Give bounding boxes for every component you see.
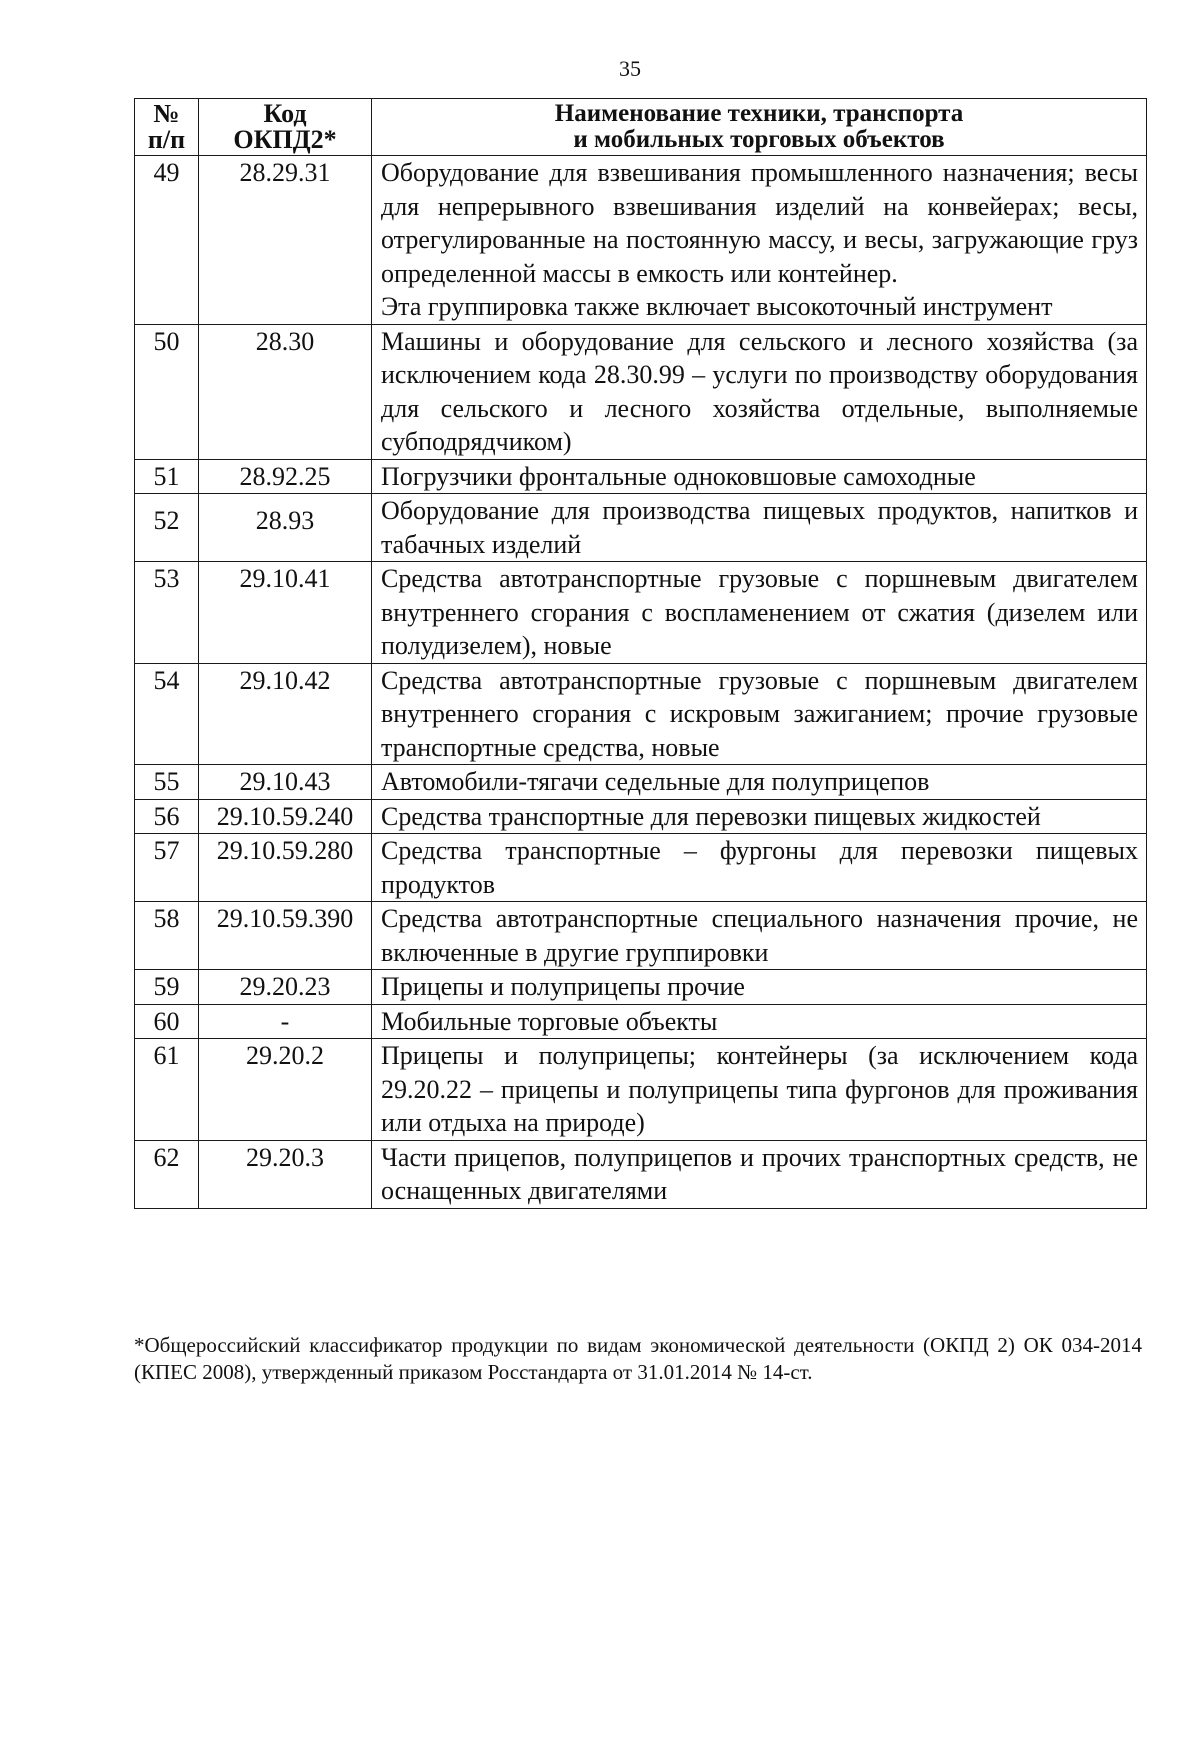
row-name (372, 834, 1147, 902)
header-number: № п/п (135, 99, 199, 156)
row-name (372, 970, 1147, 1005)
row-number: 54 (135, 663, 199, 765)
footnote: *Общероссийский классификатор продукции по видам экономической деятельности (ОКПД 2) ОК 034-2014 (КПЕС 2008), утвержденный приказом Росстандарта от 31.01.2014 № 14-ст. (134, 1333, 1142, 1384)
row-code: 29.10.42 (199, 663, 372, 765)
row-code: 28.30 (199, 324, 372, 459)
table-row (135, 834, 1147, 902)
row-name (372, 1140, 1147, 1208)
row-name (372, 459, 1147, 494)
header-name-line2: и мобильных торговых объектов (573, 126, 945, 153)
row-name-paragraph: Эта группировка также включает высокоточный инструмент (381, 292, 1053, 321)
row-number: 61 (135, 1039, 199, 1141)
table-row (135, 156, 1147, 325)
row-number: 51 (135, 459, 199, 494)
row-code: 29.20.23 (199, 970, 372, 1005)
row-code: 28.93 (199, 494, 372, 562)
row-code: - (199, 1004, 372, 1039)
row-number: 49 (135, 156, 199, 325)
table-row (135, 1140, 1147, 1208)
row-name (372, 494, 1147, 562)
row-number: 50 (135, 324, 199, 459)
row-number: 56 (135, 799, 199, 834)
row-number: 60 (135, 1004, 199, 1039)
row-name-paragraph: Мобильные торговые объекты (381, 1006, 718, 1036)
table-row (135, 494, 1147, 562)
row-name-paragraph: Машины и оборудование для сельского и лесного хозяйства (за исключением кода 28.30.99 – услуги по производству оборудования для сельского и лесного хозяйства отдельные, выполняемые субподрядчиком) (381, 326, 1138, 456)
table-row (135, 765, 1147, 800)
row-name (372, 765, 1147, 800)
row-name (372, 1039, 1147, 1141)
header-name (372, 99, 1147, 156)
row-name (372, 324, 1147, 459)
page-number: 35 (619, 56, 641, 81)
row-name-paragraph: Средства автотранспортные грузовые с поршневым двигателем внутреннего сгорания с воспламенением от сжатия (дизелем или полудизелем), новые (381, 564, 1138, 660)
row-name-paragraph: Автомобили-тягачи седельные для полуприцепов (381, 767, 930, 796)
table-row (135, 902, 1147, 970)
row-number: 58 (135, 902, 199, 970)
row-name-paragraph: Погрузчики фронтальные одноковшовые самоходные (381, 461, 976, 491)
equipment-table (134, 98, 1147, 1209)
table-row (135, 562, 1147, 664)
table-row (135, 970, 1147, 1005)
row-name (372, 799, 1147, 834)
row-name-paragraph: Части прицепов, полуприцепов и прочих транспортных средств, не оснащенных двигателями (381, 1142, 1138, 1205)
row-name (372, 663, 1147, 765)
row-name-paragraph: Средства автотранспортные специального назначения прочие, не включенные в другие группировки (381, 904, 1138, 967)
row-number: 57 (135, 834, 199, 902)
row-code: 29.20.2 (199, 1039, 372, 1141)
row-name-paragraph: Прицепы и полуприцепы; контейнеры (за исключением кода 29.20.22 – прицепы и полуприцепы типа фургонов для проживания или отдыха на природе) (381, 1041, 1138, 1137)
table-row (135, 663, 1147, 765)
row-name-paragraph: Оборудование для взвешивания промышленного назначения; весы для непрерывного взвешивания изделий на конвейерах; весы, отрегулированные на постоянную массу, и весы, загружающие груз определенной массы в емкость или контейнер. (381, 158, 1138, 288)
row-name-paragraph: Средства транспортные для перевозки пищевых жидкостей (381, 801, 1041, 831)
row-number: 52 (135, 494, 199, 562)
table-row (135, 324, 1147, 459)
row-number: 59 (135, 970, 199, 1005)
row-code: 28.29.31 (199, 156, 372, 325)
row-code: 29.10.59.280 (199, 834, 372, 902)
header-code: Код ОКПД2* (199, 99, 372, 156)
row-code: 29.10.59.240 (199, 799, 372, 834)
row-name-paragraph: Средства транспортные – фургоны для перевозки пищевых продуктов (381, 836, 1138, 899)
row-code: 29.10.41 (199, 562, 372, 664)
table-row (135, 1004, 1147, 1039)
header-name-line1: Наименование техники, транспорта (554, 100, 964, 127)
row-code: 29.10.59.390 (199, 902, 372, 970)
row-name-paragraph: Оборудование для производства пищевых продуктов, напитков и табачных изделий (381, 496, 1138, 559)
row-code: 29.10.43 (199, 765, 372, 800)
row-name-paragraph: Прицепы и полуприцепы прочие (381, 972, 745, 1001)
row-name (372, 562, 1147, 664)
row-name (372, 1004, 1147, 1039)
row-name (372, 156, 1147, 325)
row-name (372, 902, 1147, 970)
table-header-row (135, 99, 1147, 156)
row-code: 29.20.3 (199, 1140, 372, 1208)
table-row (135, 799, 1147, 834)
table-row (135, 1039, 1147, 1141)
row-code: 28.92.25 (199, 459, 372, 494)
row-number: 62 (135, 1140, 199, 1208)
row-name-paragraph: Средства автотранспортные грузовые с поршневым двигателем внутреннего сгорания с искровым зажиганием; прочие грузовые транспортные средства, новые (381, 665, 1138, 762)
table-row (135, 459, 1147, 494)
row-number: 53 (135, 562, 199, 664)
table-body (135, 156, 1147, 1209)
row-number: 55 (135, 765, 199, 800)
